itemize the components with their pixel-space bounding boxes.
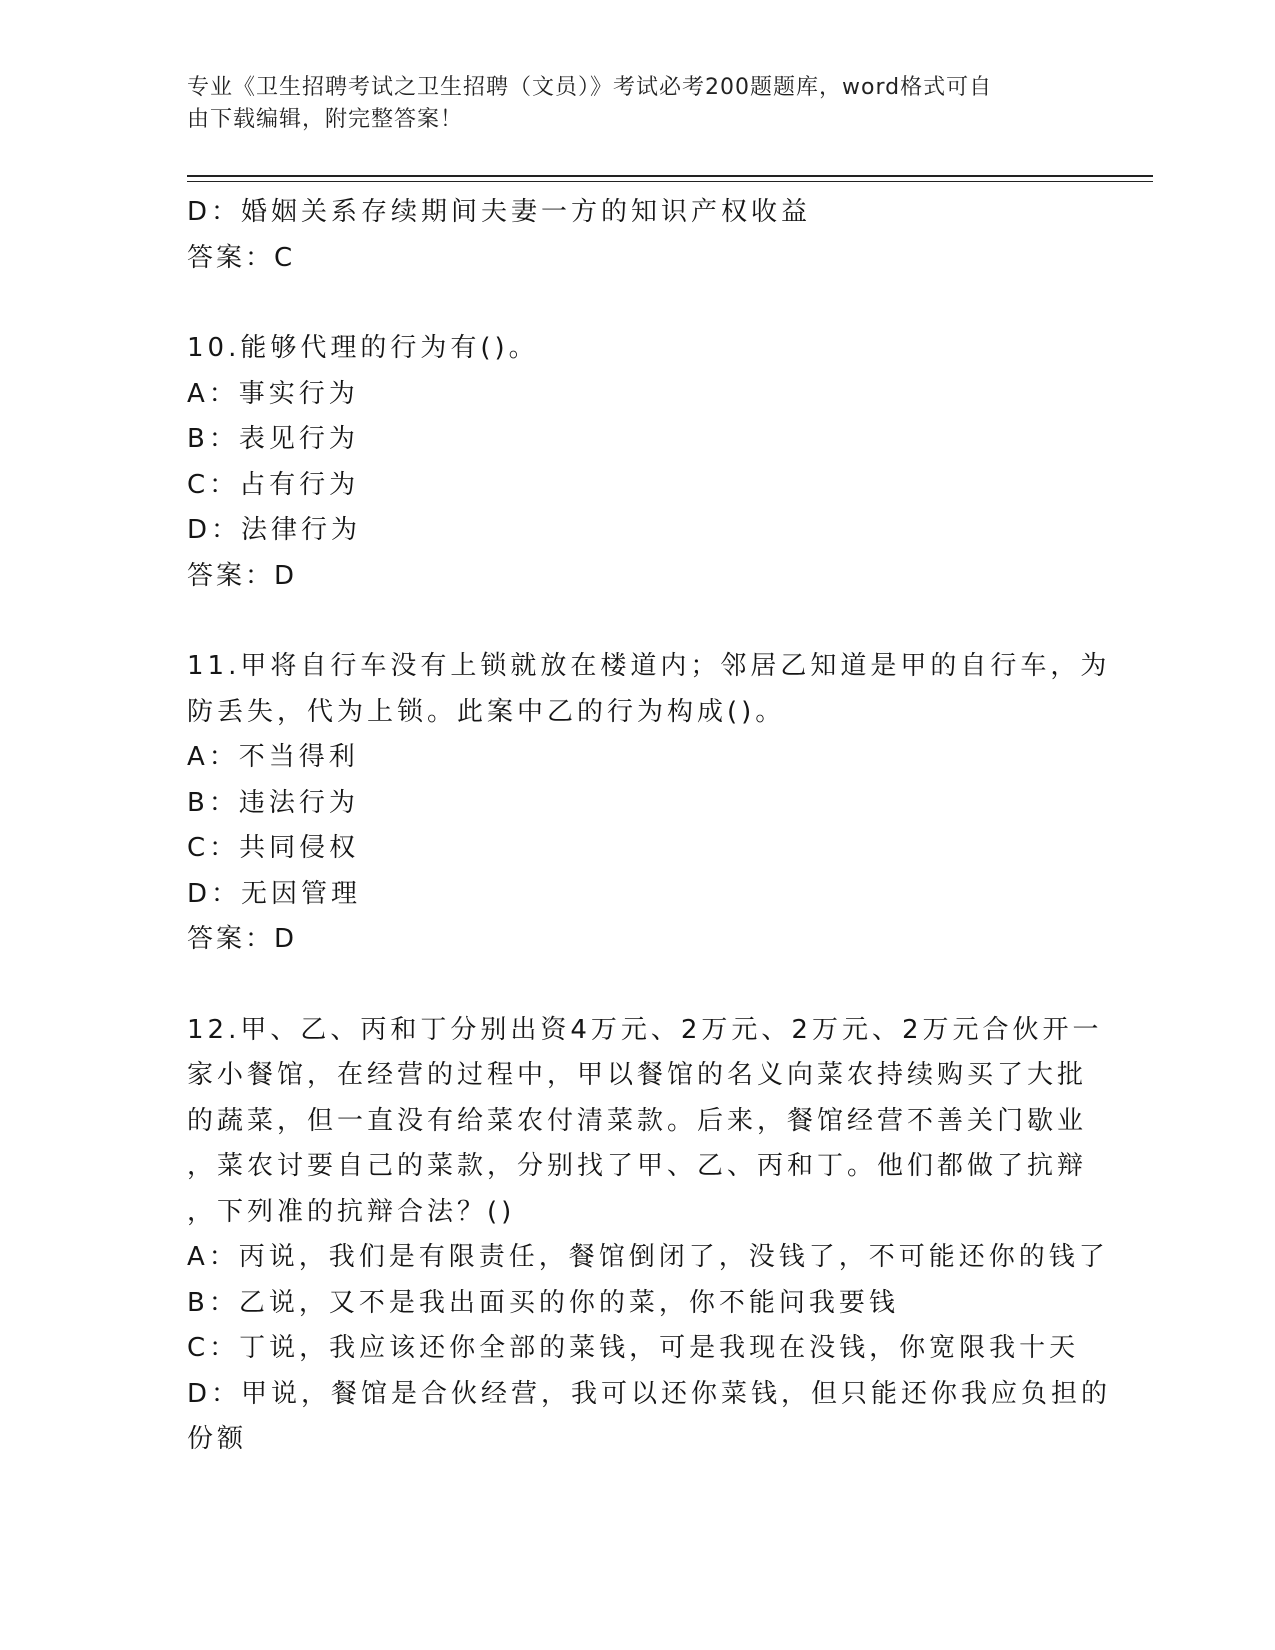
question-text: 的蔬菜，但一直没有给菜农付清菜款。后来，餐馆经营不善关门歇业 — [187, 1105, 1088, 1136]
question-block-12 — [187, 1008, 1112, 1463]
question-block-11 — [187, 644, 1111, 963]
question-text: 11.甲将自行车没有上锁就放在楼道内；邻居乙知道是甲的自行车，为 — [187, 651, 1111, 681]
question-text: 防丢失，代为上锁。此案中乙的行为构成()。 — [187, 696, 786, 727]
question-text: 10.能够代理的行为有()。 — [187, 333, 539, 363]
answer-line: 答案：D — [187, 924, 298, 954]
page-header — [187, 72, 1067, 136]
header-line: 由下载编辑，附完整答案！ — [187, 107, 464, 132]
option-c: C：丁说，我应该还你全部的菜钱，可是我现在没钱，你宽限我十天 — [187, 1333, 1080, 1363]
option-c: C：占有行为 — [187, 469, 360, 500]
option-d: D：法律行为 — [187, 515, 362, 545]
option-d-continued: 份额 — [187, 1424, 248, 1454]
answer-line: 答案：D — [187, 560, 298, 591]
question-block-10 — [187, 326, 1087, 599]
option-b: B：违法行为 — [187, 787, 359, 818]
option-c: C：共同侵权 — [187, 833, 360, 863]
question-text: ，下列准的抗辩合法？() — [187, 1196, 516, 1227]
question-text: 12.甲、乙、丙和丁分别出资4万元、2万元、2万元、2万元合伙开一 — [187, 1014, 1103, 1045]
spacer — [187, 963, 1087, 1008]
question-text: ，菜农讨要自己的菜款，分别找了甲、乙、丙和丁。他们都做了抗辩 — [187, 1151, 1088, 1181]
header-line: 专业《卫生招聘考试之卫生招聘（文员）》考试必考200题题库，word格式可自 — [187, 75, 993, 100]
option-b: B：表见行为 — [187, 424, 359, 454]
question-text: 家小餐馆，在经营的过程中，甲以餐馆的名义向菜农持续购买了大批 — [187, 1060, 1088, 1090]
option-a: A：事实行为 — [187, 378, 359, 409]
option-a: A：丙说，我们是有限责任，餐馆倒闭了，没钱了，不可能还你的钱了 — [187, 1242, 1109, 1272]
answer-line: 答案：C — [187, 242, 296, 273]
spacer — [187, 281, 1087, 326]
option-d: D：无因管理 — [187, 878, 362, 909]
question-block-9 — [187, 190, 1087, 281]
question-list — [187, 190, 1112, 1463]
spacer — [187, 599, 1087, 644]
header-rule — [187, 175, 1153, 177]
option-d: D：婚姻关系存续期间夫妻一方的知识产权收益 — [187, 197, 812, 227]
header-rule-thin — [187, 181, 1153, 182]
option-a: A：不当得利 — [187, 742, 359, 772]
option-b: B：乙说，又不是我出面买的你的菜，你不能问我要钱 — [187, 1287, 899, 1318]
option-d: D：甲说，餐馆是合伙经营，我可以还你菜钱，但只能还你我应负担的 — [187, 1378, 1112, 1409]
